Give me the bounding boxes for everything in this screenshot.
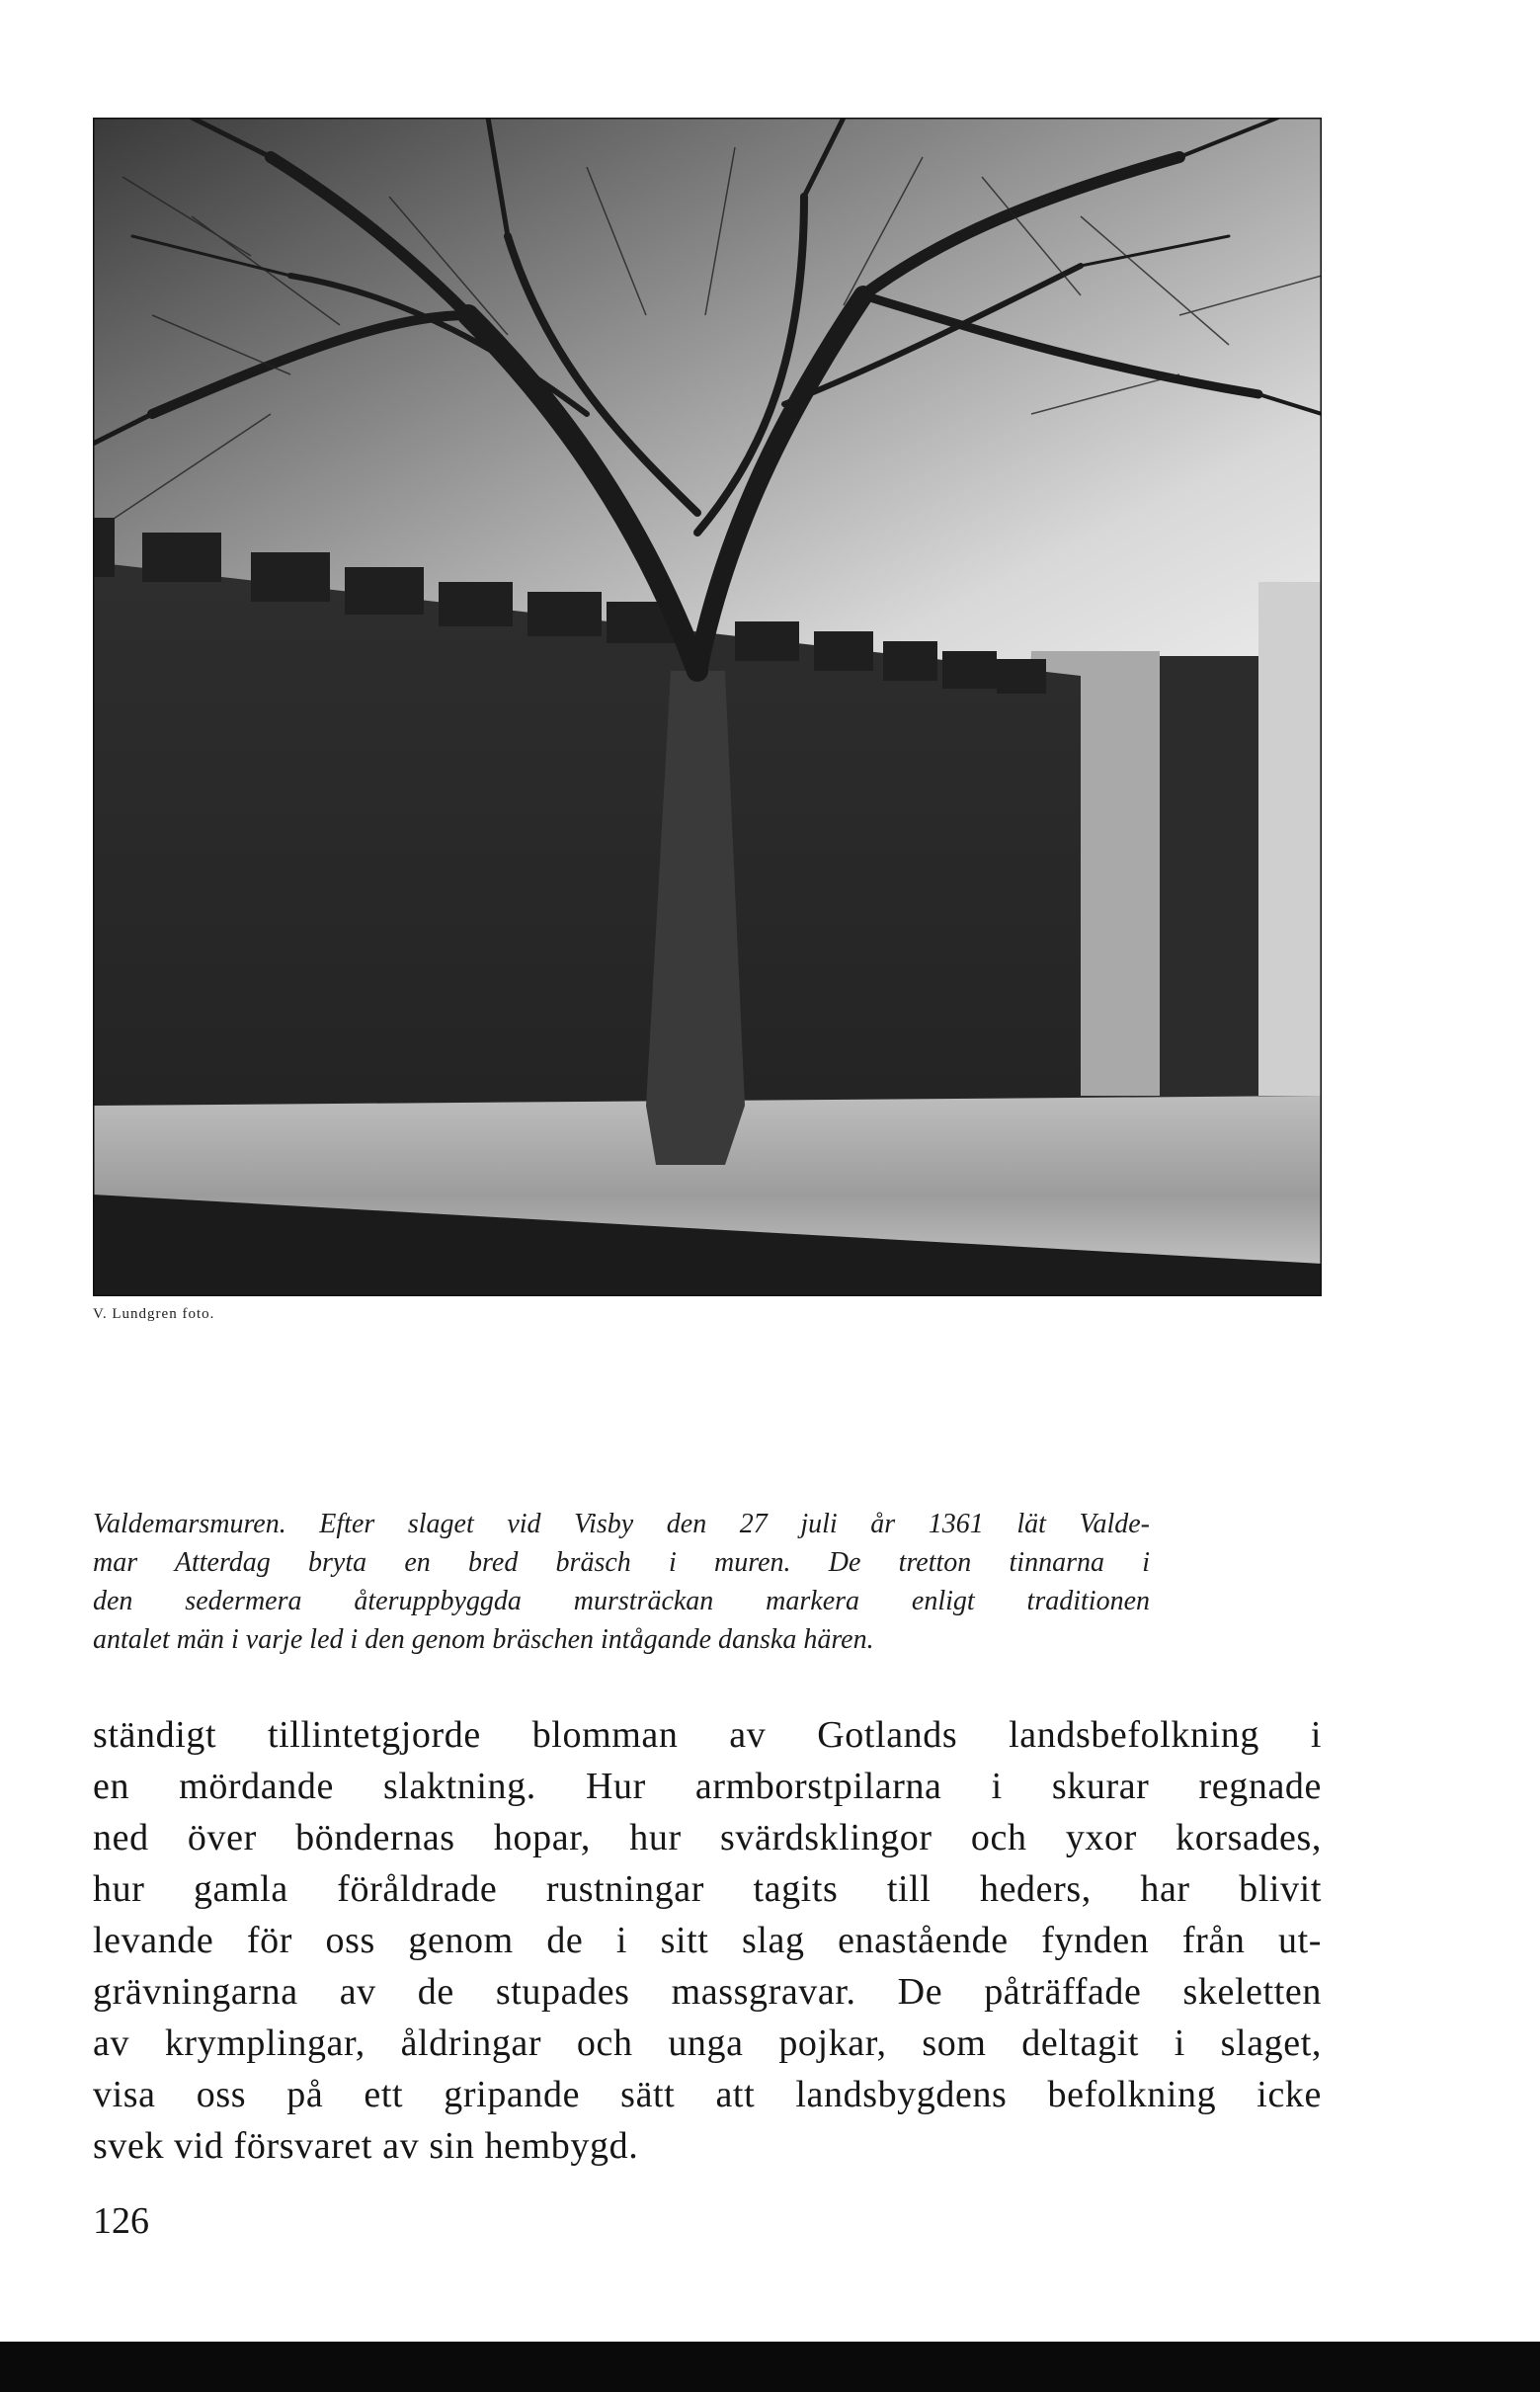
body-line: ned över böndernas hopar, hur svärdsklingor och yxor korsades, bbox=[93, 1817, 1322, 1858]
caption-line: antalet män i varje led i den genom bräschen intågande danska hären. bbox=[93, 1624, 874, 1655]
wall-right-block bbox=[1160, 656, 1258, 1096]
photo-credit: V. Lundgren foto. bbox=[93, 1306, 215, 1322]
page-number: 126 bbox=[93, 2200, 149, 2242]
body-paragraph bbox=[93, 1709, 1322, 2172]
caption-line: Valdemarsmuren. Efter slaget vid Visby den 27 juli år 1361 lät Valde- bbox=[93, 1509, 1150, 1539]
body-line: levande för oss genom de i sitt slag enastående fynden från ut- bbox=[93, 1920, 1322, 1961]
body-line: svek vid försvaret av sin hembygd. bbox=[93, 2125, 639, 2167]
photo-illustration bbox=[93, 118, 1322, 1296]
tower-right bbox=[1258, 582, 1322, 1096]
body-line: en mördande slaktning. Hur armborstpilarna i skurar regnade bbox=[93, 1766, 1322, 1807]
wall-photograph bbox=[93, 118, 1322, 1296]
body-line: av krymplingar, åldringar och unga pojkar, som deltagit i slaget, bbox=[93, 2022, 1322, 2064]
photo-caption bbox=[93, 1505, 1150, 1659]
body-line: visa oss på ett gripande sätt att landsbygdens befolkning icke bbox=[93, 2074, 1322, 2115]
scan-edge-band bbox=[0, 2342, 1540, 2392]
caption-line: mar Atterdag bryta en bred bräsch i muren. De tretton tinnarna i bbox=[93, 1547, 1150, 1578]
body-line: hur gamla föråldrade rustningar tagits till heders, har blivit bbox=[93, 1868, 1322, 1910]
caption-line: den sedermera återuppbyggda mursträckan markera enligt traditionen bbox=[93, 1586, 1150, 1616]
body-line: grävningarna av de stupades massgravar. De påträffade skeletten bbox=[93, 1971, 1322, 2013]
body-line: ständigt tillintetgjorde blomman av Gotlands landsbefolkning i bbox=[93, 1714, 1322, 1756]
